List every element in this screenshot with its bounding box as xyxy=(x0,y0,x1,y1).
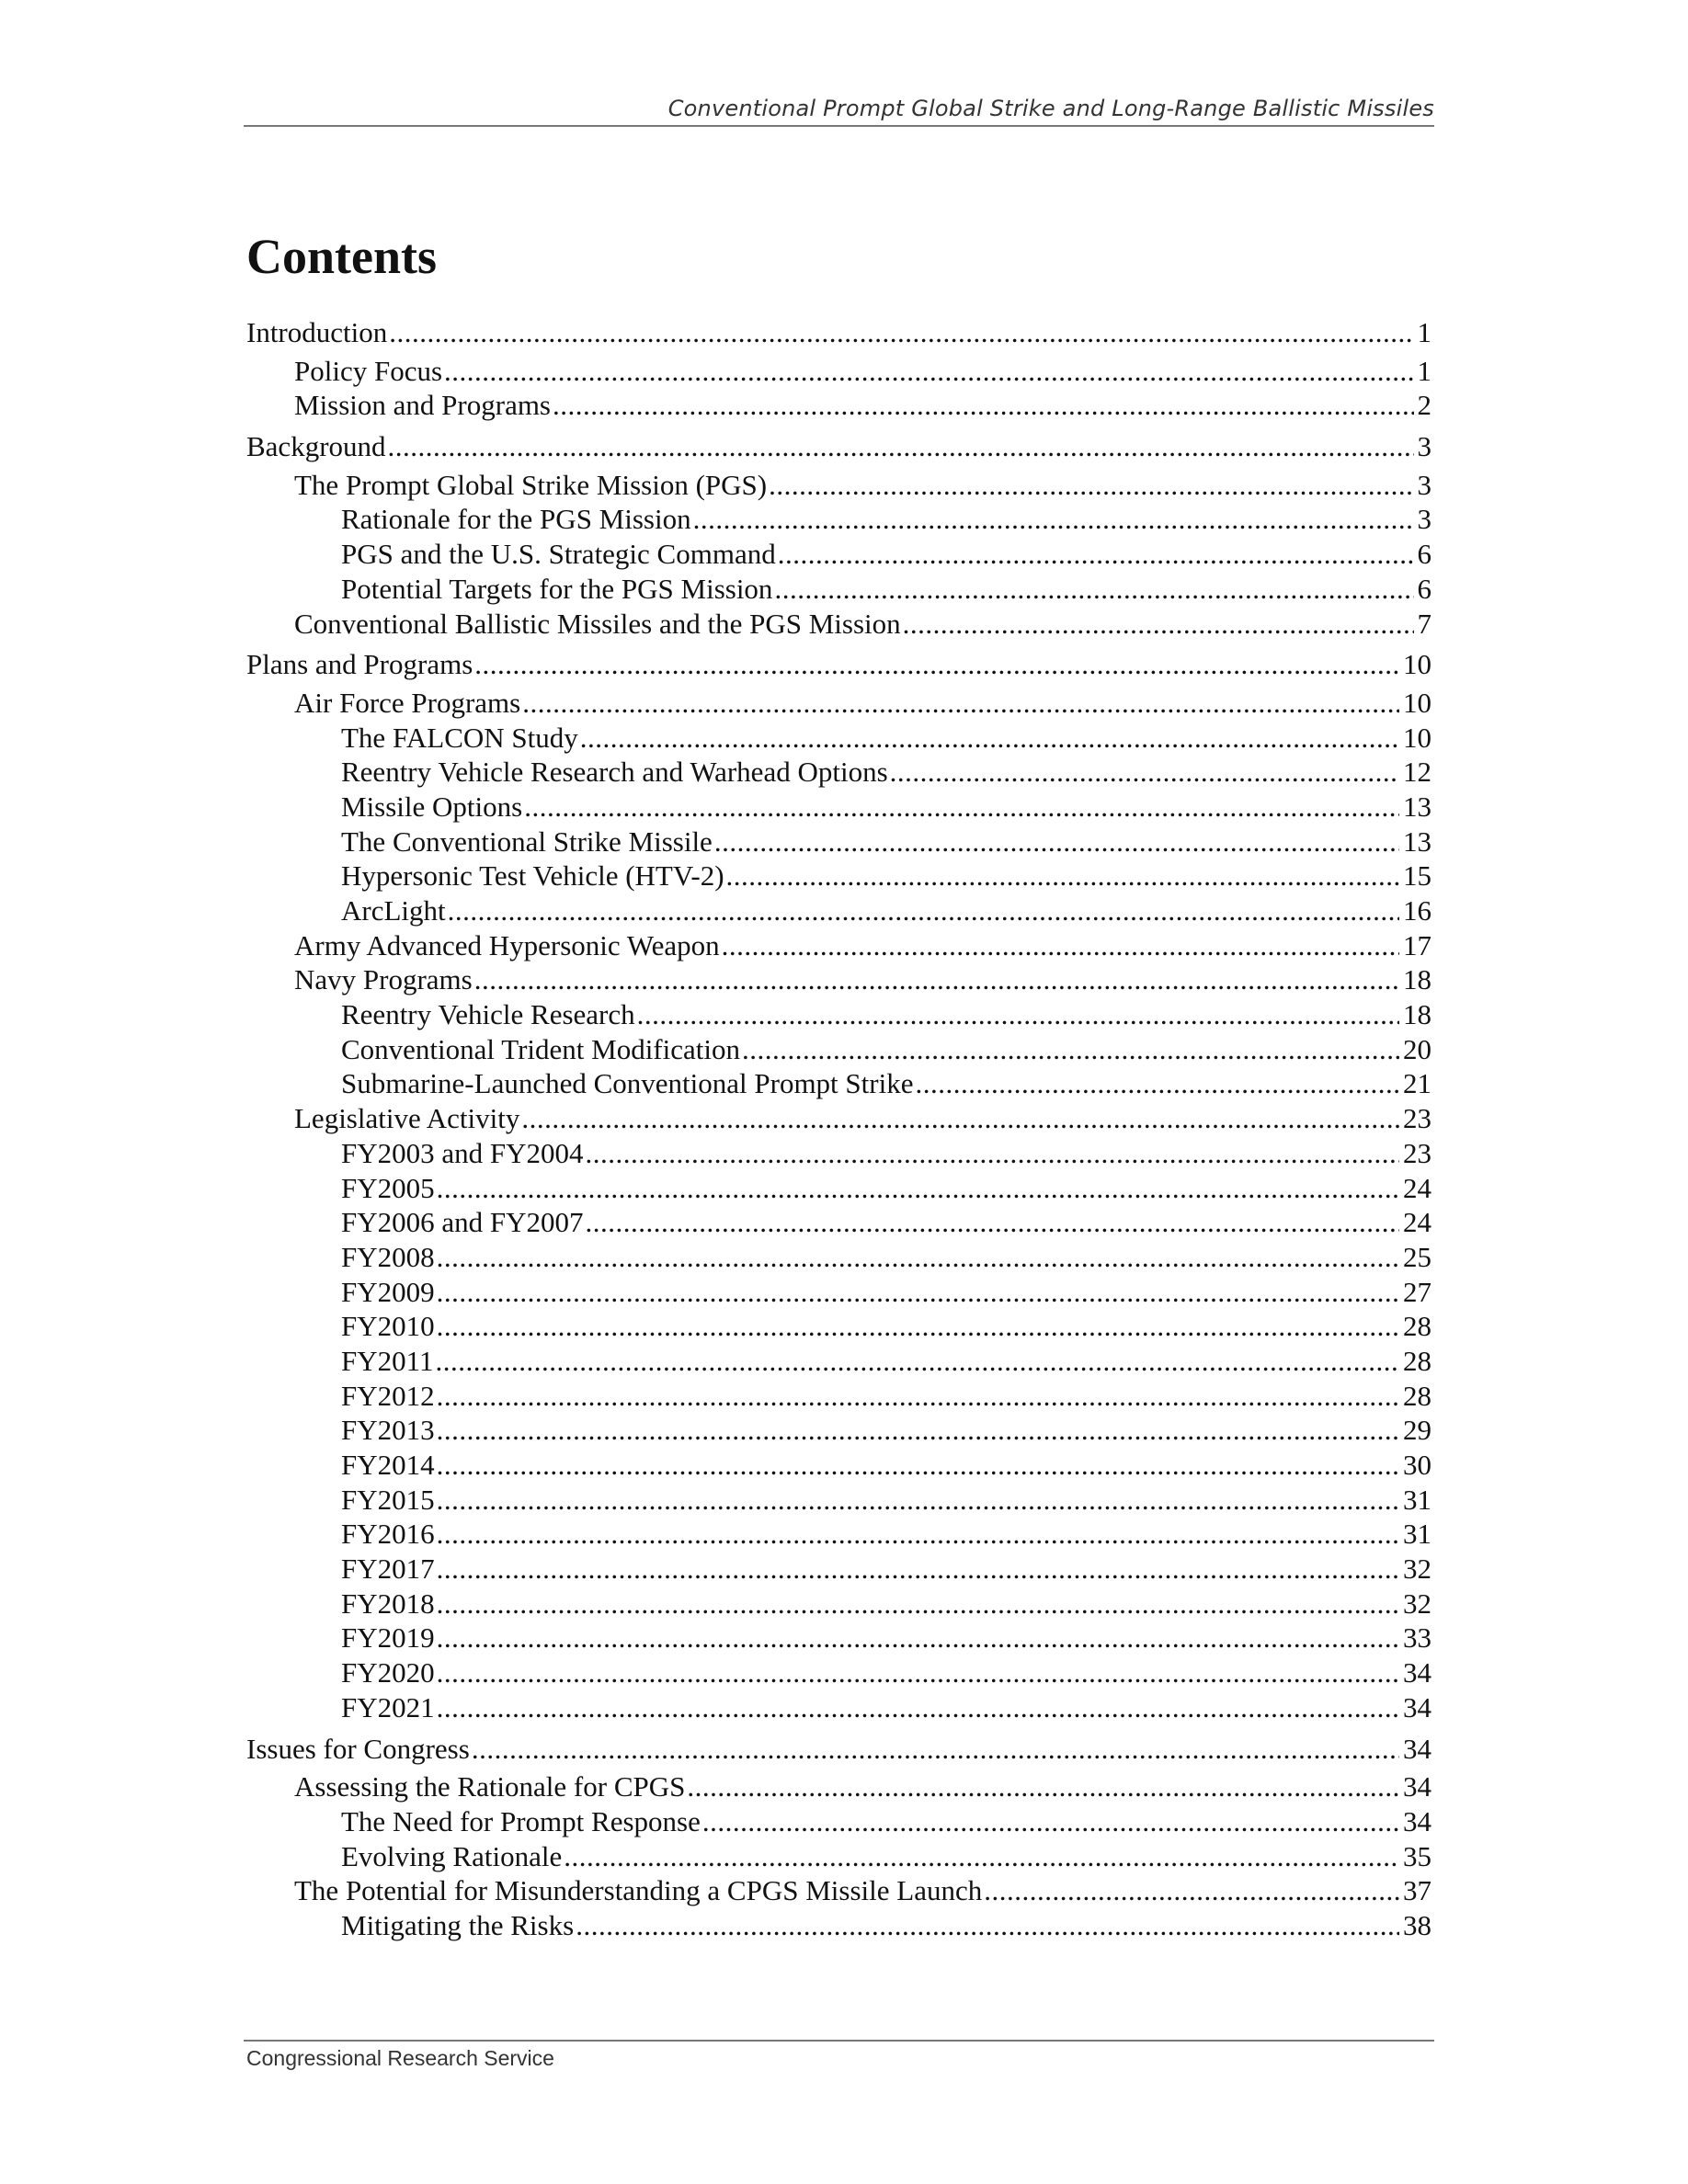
running-header: Conventional Prompt Global Strike and Long-Range Ballistic Missiles xyxy=(667,96,1434,121)
toc-entry-label: Reentry Vehicle Research xyxy=(341,998,635,1031)
toc-page-number: 30 xyxy=(1403,1449,1431,1481)
toc-entry[interactable] xyxy=(246,572,1431,607)
toc-dot-leader xyxy=(472,1732,1399,1767)
toc-entry-label: Mitigating the Risks xyxy=(341,1908,575,1941)
toc-page-number: 33 xyxy=(1403,1621,1431,1655)
toc-dot-leader xyxy=(637,997,1399,1032)
toc-entry-label: Hypersonic Test Vehicle (HTV-2) xyxy=(341,859,724,893)
toc-dot-leader xyxy=(586,1136,1399,1171)
toc-entry[interactable] xyxy=(246,1873,1431,1908)
toc-entry[interactable] xyxy=(246,1240,1431,1275)
toc-page-number: 34 xyxy=(1403,1656,1431,1689)
toc-entry-label: Navy Programs xyxy=(294,963,473,996)
toc-page-number: 21 xyxy=(1403,1067,1431,1100)
toc-entry-label: FY2018 xyxy=(341,1587,435,1620)
toc-entry-label: FY2003 and FY2004 xyxy=(341,1136,584,1169)
toc-dot-leader xyxy=(576,1908,1399,1943)
toc-dot-leader xyxy=(774,572,1413,607)
toc-entry[interactable] xyxy=(246,1413,1431,1448)
toc-page-number: 35 xyxy=(1403,1839,1431,1872)
toc-entry[interactable] xyxy=(246,997,1431,1032)
toc-entry[interactable] xyxy=(246,1587,1431,1621)
toc-entry[interactable] xyxy=(246,1171,1431,1206)
toc-entry-label: Policy Focus xyxy=(294,354,443,387)
toc-entry-label: The FALCON Study xyxy=(341,721,578,754)
toc-dot-leader xyxy=(474,647,1399,682)
toc-page-number: 29 xyxy=(1403,1414,1431,1447)
toc-entry-label: Reentry Vehicle Research and Warhead Options xyxy=(341,756,888,789)
toc-page-number: 34 xyxy=(1403,1690,1431,1723)
toc-page-number: 23 xyxy=(1403,1102,1431,1135)
toc-entry[interactable] xyxy=(246,1379,1431,1414)
toc-dot-leader xyxy=(586,1205,1399,1240)
toc-entry-label: FY2014 xyxy=(341,1449,435,1481)
toc-page-number: 16 xyxy=(1403,894,1431,927)
toc-page-number: 13 xyxy=(1403,790,1431,823)
toc-entry[interactable] xyxy=(246,1517,1431,1552)
toc-dot-leader xyxy=(722,928,1399,963)
toc-dot-leader xyxy=(564,1839,1399,1874)
toc-entry[interactable] xyxy=(246,1690,1431,1725)
toc-entry[interactable] xyxy=(246,502,1431,537)
toc-entry-label: FY2013 xyxy=(341,1414,435,1447)
toc-dot-leader xyxy=(769,468,1413,503)
toc-entry[interactable] xyxy=(246,1275,1431,1310)
toc-dot-leader xyxy=(726,859,1399,893)
toc-dot-leader xyxy=(437,1379,1399,1414)
toc-page-number: 28 xyxy=(1403,1379,1431,1412)
toc-page-number: 18 xyxy=(1403,998,1431,1031)
toc-dot-leader xyxy=(437,1275,1399,1310)
toc-entry[interactable] xyxy=(246,1769,1431,1804)
toc-dot-leader xyxy=(553,388,1414,423)
toc-dot-leader xyxy=(388,429,1414,464)
toc-entry-label: Conventional Trident Modification xyxy=(341,1032,740,1065)
toc-dot-leader xyxy=(915,1066,1399,1101)
toc-entry[interactable] xyxy=(246,859,1431,893)
toc-entry-label: Army Advanced Hypersonic Weapon xyxy=(294,928,720,961)
toc-entry[interactable] xyxy=(246,755,1431,790)
toc-dot-leader xyxy=(437,1517,1399,1552)
toc-entry-label: Missile Options xyxy=(341,790,523,823)
toc-entry-label: The Need for Prompt Response xyxy=(341,1804,701,1837)
toc-page-number: 34 xyxy=(1403,1770,1431,1803)
toc-dot-leader xyxy=(890,755,1399,790)
toc-dot-leader xyxy=(437,1690,1399,1725)
toc-page-number: 10 xyxy=(1403,686,1431,719)
toc-dot-leader xyxy=(521,1101,1399,1136)
toc-entry[interactable] xyxy=(246,893,1431,928)
toc-dot-leader xyxy=(903,607,1414,642)
toc-dot-leader xyxy=(984,1873,1399,1908)
toc-page-number: 7 xyxy=(1417,607,1431,640)
toc-entry-label: FY2020 xyxy=(341,1656,435,1689)
toc-dot-leader xyxy=(437,1655,1399,1690)
toc-entry[interactable] xyxy=(246,1101,1431,1136)
toc-dot-leader xyxy=(444,354,1413,389)
toc-entry[interactable] xyxy=(246,790,1431,825)
toc-entry[interactable] xyxy=(246,1908,1431,1943)
toc-page-number: 1 xyxy=(1417,354,1431,387)
toc-page-number: 28 xyxy=(1403,1310,1431,1343)
toc-entry[interactable] xyxy=(246,537,1431,572)
header-rule xyxy=(244,125,1434,127)
toc-page-number: 10 xyxy=(1403,721,1431,754)
toc-entry-label: ArcLight xyxy=(341,894,446,927)
toc-entry-label: FY2008 xyxy=(341,1240,435,1273)
toc-dot-leader xyxy=(437,1552,1399,1587)
toc-entry-label: Background xyxy=(246,430,386,463)
toc-page-number: 3 xyxy=(1417,430,1431,463)
toc-entry-label: FY2021 xyxy=(341,1690,435,1723)
toc-entry[interactable] xyxy=(246,1483,1431,1518)
toc-dot-leader xyxy=(693,502,1414,537)
toc-page-number: 32 xyxy=(1403,1587,1431,1620)
toc-entry-label: Submarine-Launched Conventional Prompt Strike xyxy=(341,1067,914,1100)
toc-entry-label: The Potential for Misunderstanding a CPGS Missile Launch xyxy=(294,1874,983,1907)
toc-page-number: 34 xyxy=(1403,1732,1431,1765)
toc-entry-label: The Prompt Global Strike Mission (PGS) xyxy=(294,468,768,501)
toc-entry[interactable] xyxy=(246,468,1431,503)
toc-entry[interactable] xyxy=(246,686,1431,721)
toc-dot-leader xyxy=(474,962,1399,997)
toc-entry[interactable] xyxy=(246,1655,1431,1690)
toc-page-number: 10 xyxy=(1403,648,1431,681)
toc-entry[interactable] xyxy=(246,647,1431,682)
toc-dot-leader xyxy=(389,315,1413,350)
toc-dot-leader xyxy=(448,893,1399,928)
toc-dot-leader xyxy=(714,825,1399,859)
toc-entry[interactable] xyxy=(246,388,1431,423)
toc-entry[interactable] xyxy=(246,1344,1431,1379)
toc-entry[interactable] xyxy=(246,429,1431,464)
toc-entry[interactable] xyxy=(246,1309,1431,1344)
toc-entry[interactable] xyxy=(246,1066,1431,1101)
toc-entry-label: Plans and Programs xyxy=(246,648,473,681)
toc-entry-label: Mission and Programs xyxy=(294,389,551,422)
toc-page-number: 2 xyxy=(1417,389,1431,422)
toc-page-number: 31 xyxy=(1403,1518,1431,1551)
toc-entry-label: PGS and the U.S. Strategic Command xyxy=(341,538,776,571)
toc-entry-label: FY2011 xyxy=(341,1344,434,1377)
page-title: Contents xyxy=(246,229,438,284)
toc-entry[interactable] xyxy=(246,825,1431,859)
toc-entry-label: FY2006 and FY2007 xyxy=(341,1206,584,1239)
toc-entry[interactable] xyxy=(246,607,1431,642)
toc-dot-leader xyxy=(437,1413,1399,1448)
toc-entry-label: Rationale for the PGS Mission xyxy=(341,503,691,536)
toc-dot-leader xyxy=(437,1171,1399,1206)
toc-entry-label: Introduction xyxy=(246,316,388,348)
toc-dot-leader xyxy=(524,790,1399,825)
toc-entry-label: Conventional Ballistic Missiles and the PGS Mission xyxy=(294,607,901,640)
toc-entry[interactable] xyxy=(246,354,1431,389)
toc-page-number: 24 xyxy=(1403,1206,1431,1239)
toc-page-number: 18 xyxy=(1403,963,1431,996)
toc-entry[interactable] xyxy=(246,962,1431,997)
toc-entry-label: FY2017 xyxy=(341,1553,435,1586)
toc-dot-leader xyxy=(437,1240,1399,1275)
toc-page-number: 24 xyxy=(1403,1171,1431,1204)
toc-page-number: 13 xyxy=(1403,825,1431,858)
toc-page-number: 27 xyxy=(1403,1275,1431,1308)
toc-page-number: 38 xyxy=(1403,1908,1431,1941)
toc-entry-label: FY2005 xyxy=(341,1171,435,1204)
toc-entry-label: FY2010 xyxy=(341,1310,435,1343)
toc-entry[interactable] xyxy=(246,1839,1431,1874)
toc-entry[interactable] xyxy=(246,1732,1431,1767)
toc-dot-leader xyxy=(437,1483,1399,1518)
toc-entry-label: FY2016 xyxy=(341,1518,435,1551)
toc-entry-label: Evolving Rationale xyxy=(341,1839,563,1872)
toc-page-number: 34 xyxy=(1403,1804,1431,1837)
toc-page-number: 6 xyxy=(1417,538,1431,571)
toc-entry[interactable] xyxy=(246,1032,1431,1067)
toc-page-number: 32 xyxy=(1403,1553,1431,1586)
toc-entry-label: Potential Targets for the PGS Mission xyxy=(341,572,773,605)
toc-dot-leader xyxy=(437,1448,1399,1483)
toc-entry[interactable] xyxy=(246,315,1431,350)
toc-entry[interactable] xyxy=(246,1804,1431,1839)
toc-page-number: 37 xyxy=(1403,1874,1431,1907)
toc-page-number: 17 xyxy=(1403,928,1431,961)
toc-dot-leader xyxy=(435,1344,1399,1379)
toc-page-number: 31 xyxy=(1403,1483,1431,1516)
toc-entry-label: The Conventional Strike Missile xyxy=(341,825,713,858)
toc-page-number: 15 xyxy=(1403,859,1431,893)
toc-page-number: 25 xyxy=(1403,1240,1431,1273)
toc-page-number: 3 xyxy=(1417,468,1431,501)
toc-dot-leader xyxy=(522,686,1399,721)
toc-dot-leader xyxy=(702,1804,1399,1839)
toc-page-number: 1 xyxy=(1417,316,1431,348)
toc-entry-label: Issues for Congress xyxy=(246,1732,470,1765)
toc-entry[interactable] xyxy=(246,1552,1431,1587)
toc-entry[interactable] xyxy=(246,721,1431,756)
toc-entry-label: FY2015 xyxy=(341,1483,435,1516)
toc-entry[interactable] xyxy=(246,928,1431,963)
toc-dot-leader xyxy=(437,1309,1399,1344)
toc-entry[interactable] xyxy=(246,1205,1431,1240)
toc-entry[interactable] xyxy=(246,1136,1431,1171)
toc-entry-label: Assessing the Rationale for CPGS xyxy=(294,1770,686,1803)
toc-entry-label: FY2019 xyxy=(341,1621,435,1655)
table-of-contents xyxy=(246,315,1431,1943)
toc-entry-label: FY2012 xyxy=(341,1379,435,1412)
toc-entry[interactable] xyxy=(246,1621,1431,1655)
toc-entry-label: Air Force Programs xyxy=(294,686,521,719)
toc-entry[interactable] xyxy=(246,1448,1431,1483)
toc-page-number: 3 xyxy=(1417,503,1431,536)
toc-page-number: 28 xyxy=(1403,1344,1431,1377)
toc-page-number: 23 xyxy=(1403,1136,1431,1169)
footer-text: Congressional Research Service xyxy=(246,2046,554,2070)
toc-page-number: 12 xyxy=(1403,756,1431,789)
toc-dot-leader xyxy=(742,1032,1399,1067)
toc-page-number: 6 xyxy=(1417,572,1431,605)
toc-dot-leader xyxy=(437,1621,1399,1655)
toc-entry-label: FY2009 xyxy=(341,1275,435,1308)
footer-rule xyxy=(244,2040,1434,2042)
toc-dot-leader xyxy=(580,721,1399,756)
toc-entry-label: Legislative Activity xyxy=(294,1102,520,1135)
toc-dot-leader xyxy=(437,1587,1399,1621)
toc-dot-leader xyxy=(778,537,1414,572)
toc-dot-leader xyxy=(687,1769,1399,1804)
toc-page-number: 20 xyxy=(1403,1032,1431,1065)
